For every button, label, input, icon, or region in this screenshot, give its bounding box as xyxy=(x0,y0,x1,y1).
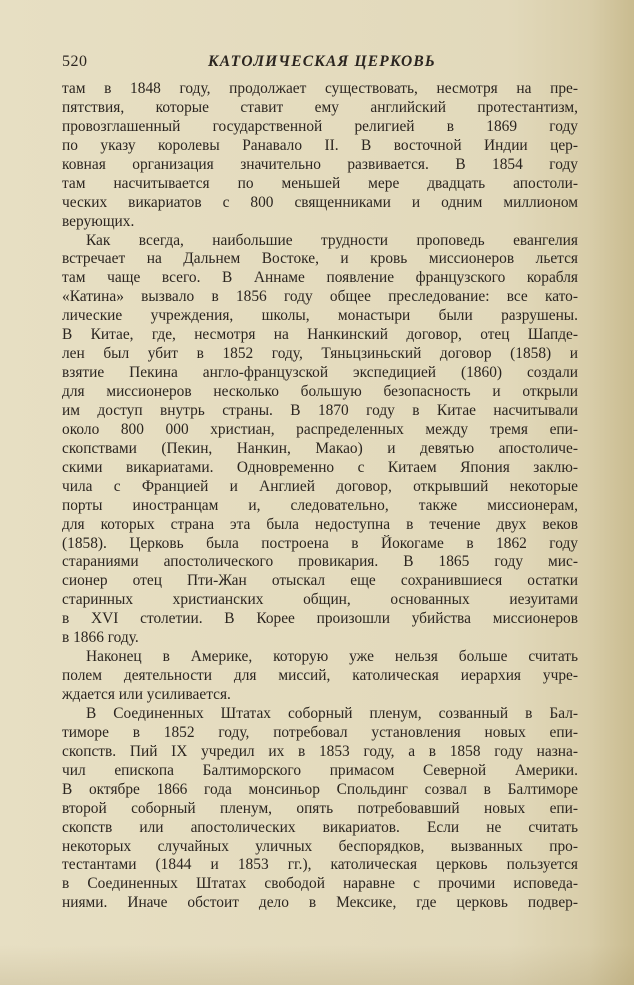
text-line: для миссионеров несколько большую безопасность и открыли xyxy=(62,383,578,400)
page-number: 520 xyxy=(62,53,88,70)
text-line: В Соединенных Штатах соборный пленум, созванный в Бал- xyxy=(86,704,578,722)
paragraph xyxy=(62,705,578,913)
text-line: Наконец в Америке, которую уже нельзя больше считать xyxy=(86,648,578,666)
text-line: (1858). Церковь была построена в Йокогаме в 1862 году xyxy=(62,534,578,552)
text-line: скими викариатами. Одновременно с Китаем Япония заклю- xyxy=(62,458,578,476)
text-line: чил епископа Балтиморского примасом Северной Америки. xyxy=(62,761,578,779)
text-line: в Соединенных Штатах свободой наравне с прочими исповеда- xyxy=(62,875,578,893)
text-line: для которых страна эта была недоступна в течение двух веков xyxy=(62,515,578,533)
text-line: В Китае, где, несмотря на Нанкинский договор, отец Шапде- xyxy=(62,326,578,344)
text-line: сионер отец Пти-Жан отыскал еще сохранившиеся остатки xyxy=(62,572,578,590)
text-line: в XVI столетии. В Корее произошли убийства миссионеров xyxy=(62,610,578,628)
body-text xyxy=(62,80,578,913)
text-line: второй соборный пленум, опять потребовавший новых епи- xyxy=(62,799,578,817)
text-line: там насчитывается по меньшей мере двадцать апостоли- xyxy=(62,174,578,192)
text-line: ждается или усиливается. xyxy=(62,686,231,703)
text-line: Как всегда, наибольшие трудности проповедь евангелия xyxy=(86,231,578,249)
text-line: чила с Францией и Англией договор, открывший некоторые xyxy=(62,477,578,495)
text-line: лен был убит в 1852 году, Тяньцзиньский договор (1858) и xyxy=(62,345,578,363)
paragraph xyxy=(62,80,578,232)
text-line: встречает на Дальнем Востоке, и кровь миссионеров льется xyxy=(62,250,578,268)
text-line: верующих. xyxy=(62,212,135,230)
text-line: по указу королевы Ранавало II. В восточной Индии цер- xyxy=(62,136,578,154)
text-line: скопствами (Пекин, Нанкин, Макао) и девятью апостоличе- xyxy=(62,439,578,457)
page-bottom-shade xyxy=(0,945,634,985)
text-line: порты иностранцам и, следовательно, также миссионерам, xyxy=(62,496,578,514)
text-line: некоторых случайных уличных беспорядков, вызванных про- xyxy=(62,837,578,855)
text-line: взятие Пекина англо-французской экспедицией (1860) создали xyxy=(62,364,578,382)
paragraph xyxy=(62,232,578,649)
text-line: ковная организация значительно развивается. В 1854 году xyxy=(62,155,578,173)
text-line: лические учреждения, школы, монастыри были разрушены. xyxy=(62,307,578,325)
text-line: им доступ внутрь страны. В 1870 году в Китае насчитывали xyxy=(62,401,578,419)
text-line: пятствия, которые ставит ему английский протестантизм, xyxy=(62,98,578,116)
text-line: В октябре 1866 года монсиньор Спольдинг созвал в Балтиморе xyxy=(62,780,578,798)
text-line: ниями. Иначе обстоит дело в Мексике, где церковь подвер- xyxy=(62,894,578,912)
paragraph xyxy=(62,648,578,705)
page-header xyxy=(62,53,582,73)
text-line: скопств или апостолических викариатов. Если не считать xyxy=(62,818,578,836)
text-line: старинных христианских общин, основанных иезуитами xyxy=(62,591,578,609)
text-line: в 1866 году. xyxy=(62,629,139,647)
text-line: «Катина» вызвало в 1856 году общее преследование: все като- xyxy=(62,288,578,306)
text-line: там в 1848 году, продолжает существовать, несмотря на пре- xyxy=(62,80,578,97)
text-line: там чаще всего. В Аннаме появление французского корабля xyxy=(62,269,578,287)
running-title: КАТОЛИЧЕСКАЯ ЦЕРКОВЬ xyxy=(208,53,436,70)
text-line: скопств. Пий IX учредил их в 1853 году, а в 1858 году назна- xyxy=(62,742,578,760)
text-line: ческих викариатов с 800 священниками и одним миллионом xyxy=(62,193,578,211)
text-line: тиморе в 1852 году, потребовал установления новых епи- xyxy=(62,723,578,741)
text-line: полем деятельности для миссий, католическая иерархия учре- xyxy=(62,667,578,685)
text-line: стараниями апостолического провикария. В 1865 году мис- xyxy=(62,553,578,571)
text-line: провозглашенный государственной религией в 1869 году xyxy=(62,117,578,135)
text-line: тестантами (1844 и 1853 гг.), католическая церковь пользуется xyxy=(62,856,578,874)
text-line: около 800 000 христиан, распределенных между тремя епи- xyxy=(62,420,578,438)
